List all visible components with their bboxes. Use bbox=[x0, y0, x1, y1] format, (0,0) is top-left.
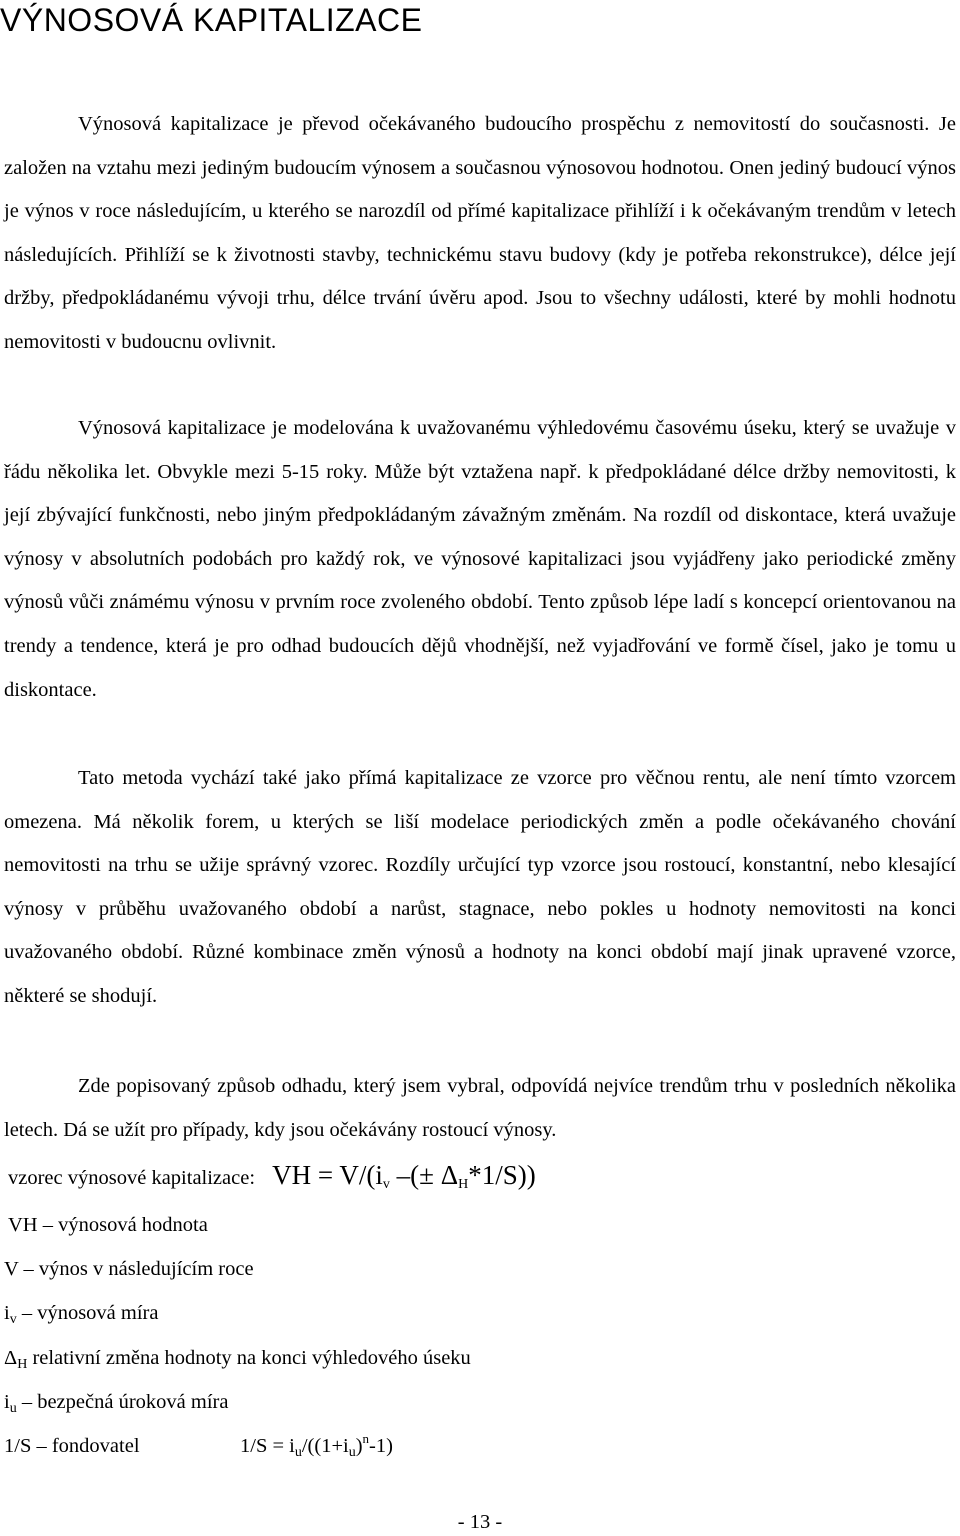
capitalization-formula bbox=[272, 1160, 536, 1190]
fs-formula-sup: n bbox=[362, 1431, 370, 1446]
legend-iv bbox=[4, 1298, 158, 1328]
legend-iu-symbol: i bbox=[4, 1391, 10, 1413]
formula-line bbox=[8, 1160, 536, 1193]
paragraph-method: Tato metoda vychází také jako přímá kapitalizace ze vzorce pro věčnou rentu, ale není tímto vzorcem omezena. Má několik forem, u kterých se liší modelace periodických změn a podle očekávaného chování nemovitosti na trhu se užije správný vzorec. Rozdíly určující typ vzorce jsou rostoucí, konstantní, nebo klesající výnosy v průběhu uvažovaného období a narůst, stagnace, nebo pokles u hodnoty nemovitosti na konci uvažovaného období. Různé kombinace změn výnosů a hodnoty na konci období mají jinak upravené vzorce, některé se shodují. bbox=[4, 767, 956, 1007]
legend-v: V – výnos v následujícím roce bbox=[4, 1258, 254, 1280]
fs-formula-b: /((1+i bbox=[301, 1435, 349, 1457]
paragraph-modeling: Výnosová kapitalizace je modelována k uvažovanému výhledovému časovému úseku, který se uvažuje v řádu několika let. Obvykle mezi 5-15 roky. Může být vztažena např. k předpokládané délce držby nemovitosti, k její zbývající funkčnosti, nebo jiným předpokládaným závažným změnám. Na rozdíl od diskontace, která uvažuje výnosy v absolutních podobách pro každý rok, ve výnosové kapitalizaci jsou vyjádřeny jako periodické změny výnosů vůči známému výnosu v prvním roce zvoleného období. Tento způsob lépe ladí s koncepcí orientovanou na trendy a tendence, která je pro odhad budoucích dějů vhodnější, než vyjadřování ve formě čísel, jako je tomu u diskontace. bbox=[4, 417, 956, 701]
legend-iu-text: – bezpečná úroková míra bbox=[16, 1391, 229, 1413]
fs-formula-c: ) bbox=[355, 1435, 363, 1457]
legend-fs-text: 1/S – fondovatel bbox=[4, 1435, 140, 1457]
formula-rhs: *1/S)) bbox=[468, 1160, 536, 1190]
page-number: - 13 - bbox=[457, 1511, 503, 1533]
legend-iu bbox=[4, 1387, 228, 1417]
legend-dh-subscript: H bbox=[17, 1357, 28, 1372]
fs-formula-sub2: u bbox=[348, 1445, 356, 1460]
formula-label: vzorec výnosové kapitalizace: bbox=[8, 1167, 256, 1189]
sinking-fund-formula bbox=[240, 1431, 393, 1461]
page-title: VÝNOSOVÁ KAPITALIZACE bbox=[0, 2, 423, 38]
formula-lhs: VH = V/(i bbox=[272, 1160, 383, 1190]
fs-formula-a: 1/S = i bbox=[240, 1435, 295, 1457]
legend-fs bbox=[4, 1431, 393, 1461]
paragraph-intro: Výnosová kapitalizace je převod očekávaného budoucího prospěchu z nemovitostí do současnosti. Je založen na vztahu mezi jediným budoucím výnosem a současnou výnosovou hodnotou. Onen jediný budoucí výnos je výnos v roce následujícím, u kterého se narozdíl od přímé kapitalizace přihlíží i k očekávaným trendům v letech následujících. Přihlíží se k životnosti stavby, technickému stavu budovy (kdy je potřeba rekonstrukce), délce její držby, předpokládanému vývoji trhu, délce trvání úvěru apod. Jsou to všechny události, které by mohli hodnotu nemovitosti v budoucnu ovlivnit. bbox=[4, 113, 956, 353]
formula-sub-v: v bbox=[382, 1177, 390, 1192]
formula-mid: –(± Δ bbox=[389, 1160, 459, 1190]
legend-dh-symbol: Δ bbox=[4, 1347, 18, 1369]
fs-formula-d: -1) bbox=[369, 1435, 393, 1457]
legend-dh bbox=[4, 1343, 471, 1373]
legend-iv-subscript: v bbox=[9, 1312, 17, 1327]
paragraph-chosen-method: Zde popisovaný způsob odhadu, který jsem vybral, odpovídá nejvíce trendům trhu v posledních několika letech. Dá se užít pro případy, kdy jsou očekávány rostoucí výnosy. bbox=[4, 1075, 956, 1141]
legend-iv-text: – výnosová míra bbox=[16, 1302, 159, 1324]
fs-formula-sub1: u bbox=[294, 1445, 302, 1460]
legend-vh: VH – výnosová hodnota bbox=[8, 1214, 208, 1236]
legend-dh-text: relativní změna hodnoty na konci výhledového úseku bbox=[27, 1347, 471, 1369]
legend-iu-subscript: u bbox=[9, 1401, 17, 1416]
formula-sub-h: H bbox=[458, 1177, 469, 1192]
legend-iv-symbol: i bbox=[4, 1302, 10, 1324]
